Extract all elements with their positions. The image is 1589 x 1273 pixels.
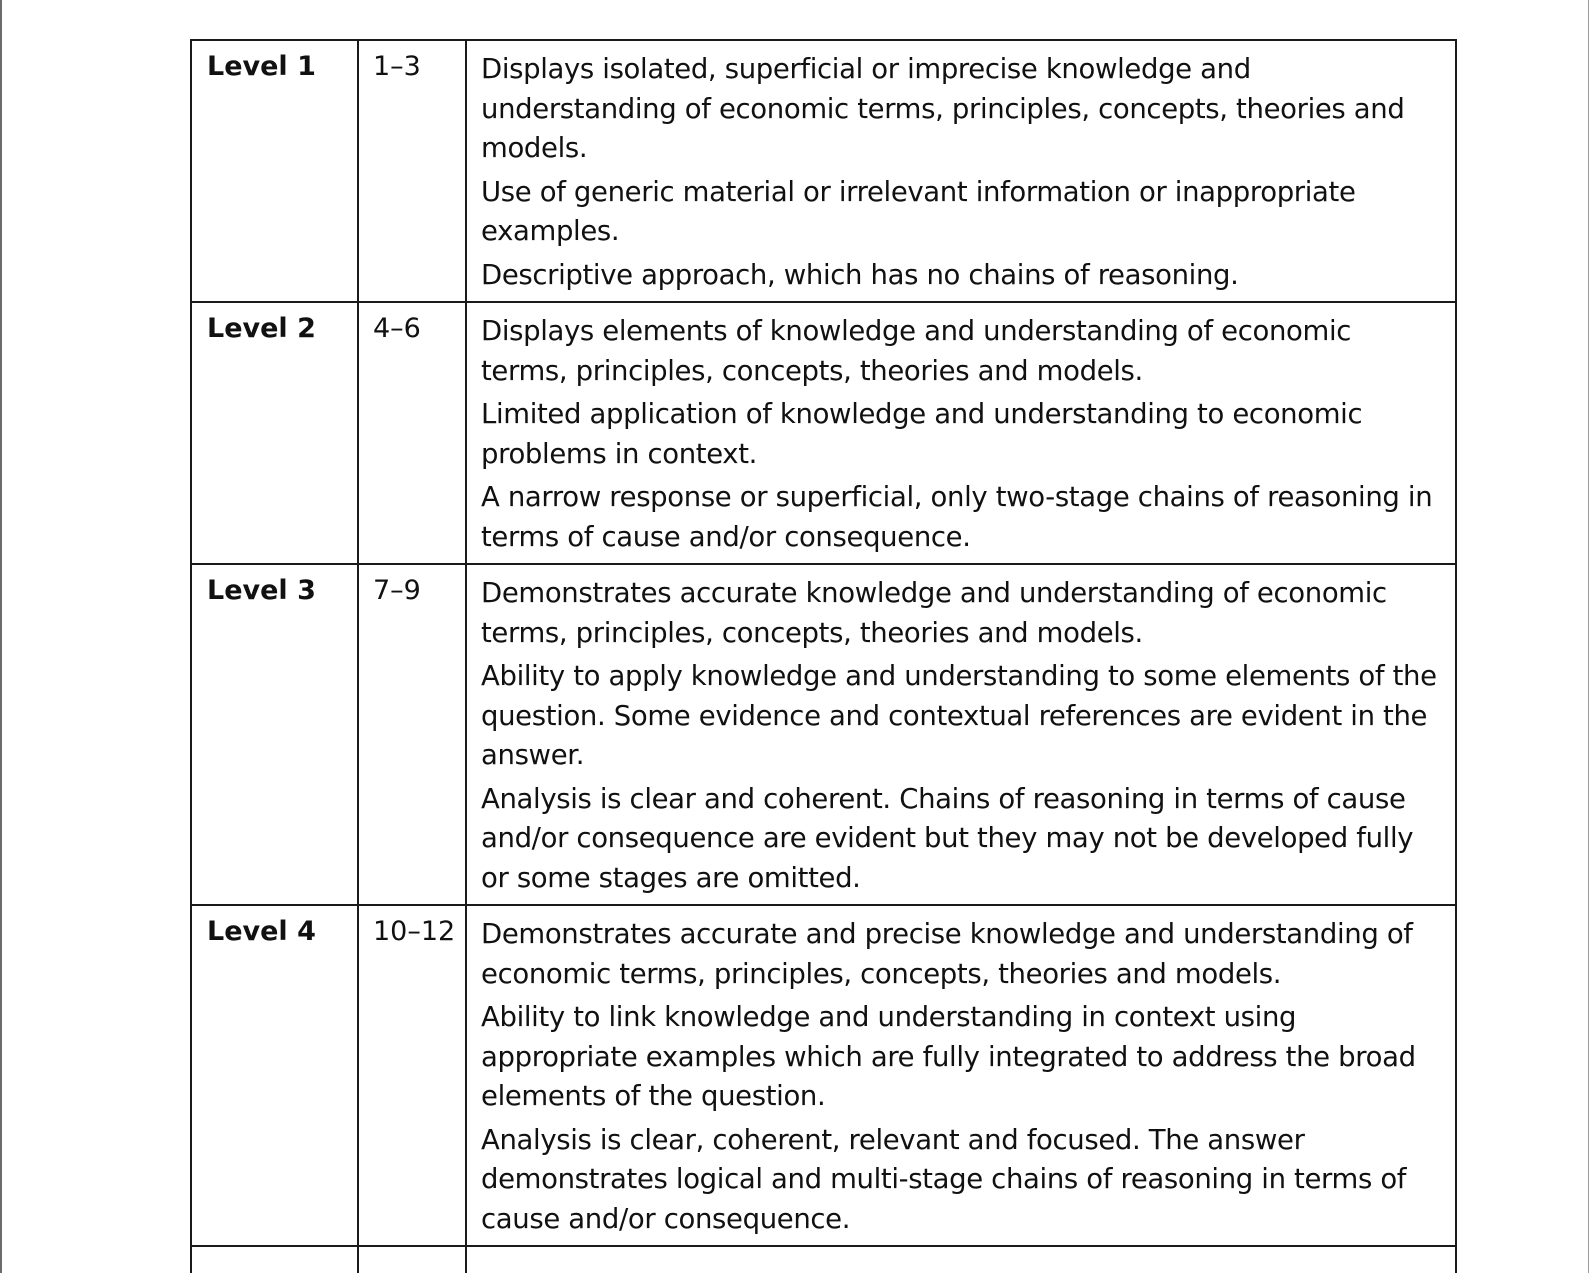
table-row [191,302,1456,564]
table-row [191,564,1456,905]
descriptor-text: Displays isolated, superficial or imprecise knowledge and understanding of economic terms, principles, concepts, theories and models. [481,53,1405,164]
marks-range: 7–9 [358,564,466,905]
level-label: Level 4 [191,905,358,1246]
descriptor-text: Demonstrates accurate and precise knowledge and understanding of economic terms, principles, concepts, theories and models. [481,918,1413,990]
table-row [191,40,1456,302]
descriptor-text: Displays elements of knowledge and understanding of economic terms, principles, concepts, theories and models. [481,315,1351,387]
descriptor-text: Use of generic material or irrelevant information or inappropriate examples. [481,175,1356,247]
level-descriptor-table [190,39,1457,1273]
descriptor-text: Ability to link knowledge and understanding in context using appropriate examples which are fully integrated to address the broad elements of the question. [481,1001,1416,1112]
marks-range: 1–3 [358,40,466,302]
descriptor-cell [466,40,1456,302]
marks-range: 10–12 [358,905,466,1246]
descriptor-text: Limited application of knowledge and understanding to economic problems in context. [481,398,1363,470]
descriptor-cell [466,564,1456,905]
descriptor-text: Demonstrates accurate knowledge and understanding of economic terms, principles, concepts, theories and models. [481,577,1387,649]
table-cell-empty [466,1246,1456,1273]
table-cell-empty [358,1246,466,1273]
descriptor-cell [466,905,1456,1246]
page-left-border [0,0,2,1273]
level-label: Level 3 [191,564,358,905]
level-label: Level 1 [191,40,358,302]
table-row-partial [191,1246,1456,1273]
descriptor-text: Descriptive approach, which has no chains of reasoning. [481,258,1239,291]
level-label: Level 2 [191,302,358,564]
table-cell-empty [191,1246,358,1273]
descriptor-text: Analysis is clear and coherent. Chains of reasoning in terms of cause and/or consequence are evident but they may not be developed fully or some stages are omitted. [481,782,1414,894]
descriptor-text: Analysis is clear, coherent, relevant and focused. The answer demonstrates logical and multi-stage chains of reasoning in terms of cause and/or consequence. [481,1123,1407,1235]
descriptor-cell [466,302,1456,564]
descriptor-text: Ability to apply knowledge and understanding to some elements of the question. Some evidence and contextual references are evident in the answer. [481,660,1437,771]
descriptor-text: A narrow response or superficial, only two-stage chains of reasoning in terms of cause and/or consequence. [481,481,1433,553]
marks-range: 4–6 [358,302,466,564]
table-row [191,905,1456,1246]
